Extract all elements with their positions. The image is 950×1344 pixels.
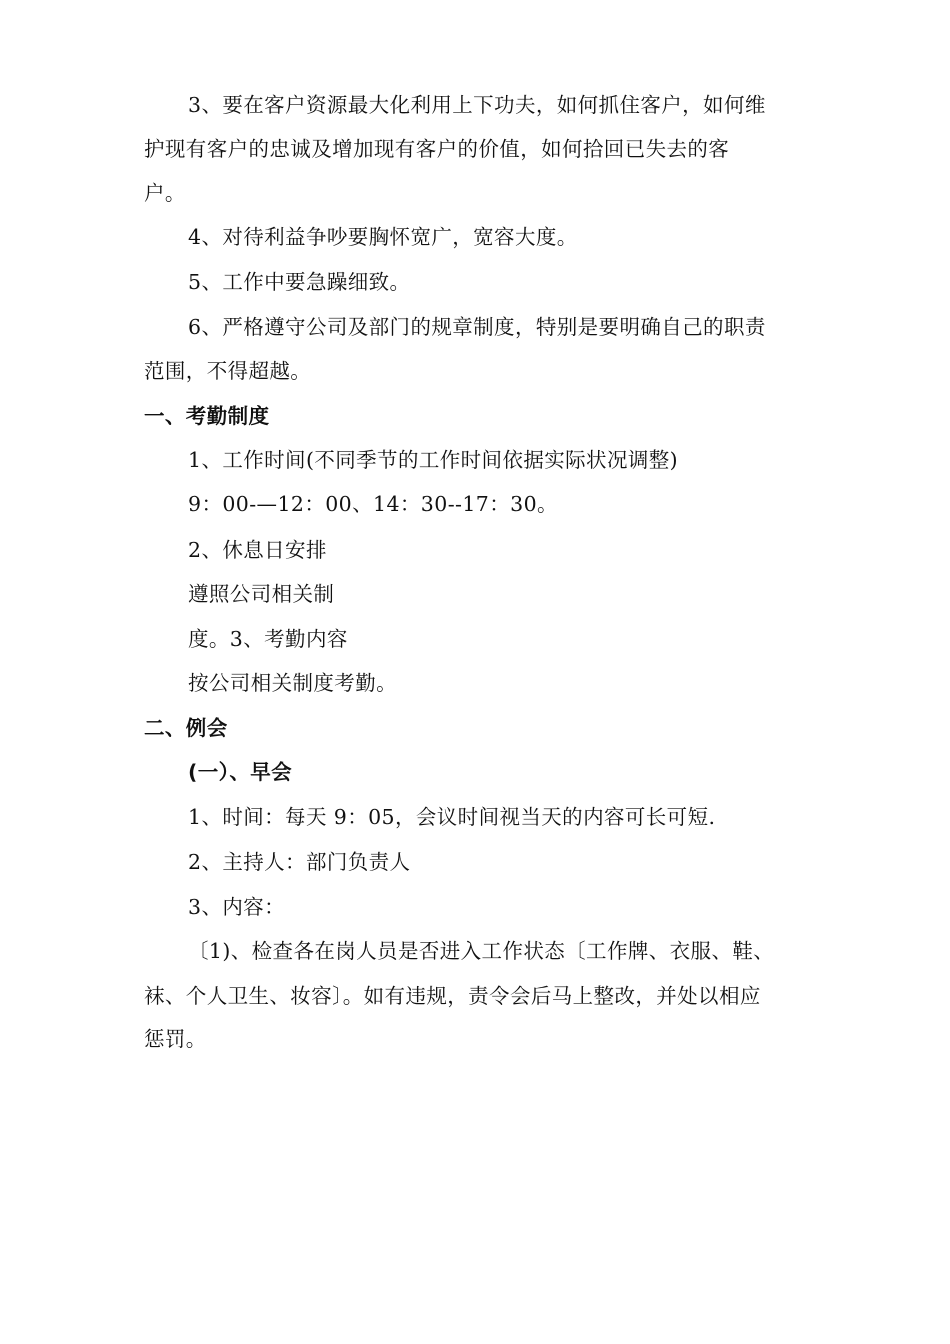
meeting-host: 2、主持人：部门负责人 xyxy=(188,850,411,874)
paragraph-3-line-2: 护现有客户的忠诚及增加现有客户的价值，如何拾回已失去的客 xyxy=(144,137,730,161)
paragraph-5: 5、工作中要急躁细致。 xyxy=(188,270,411,294)
subheading-morning-meeting: (一）、早会 xyxy=(188,760,293,784)
meeting-content-line-2: 袜、个人卫生、妆容〕。如有违规，责令会后马上整改，并处以相应 xyxy=(144,984,761,1008)
meeting-content-label: 3、内容： xyxy=(188,895,286,919)
meeting-content-line-3: 惩罚。 xyxy=(144,1027,207,1051)
rest-day-text: 遵照公司相关制 xyxy=(188,582,335,606)
paragraph-6-line-2: 范围，不得超越。 xyxy=(144,359,312,383)
section-heading-attendance: 一、考勤制度 xyxy=(144,404,270,428)
attendance-content-label: 度。3、考勤内容 xyxy=(188,627,348,651)
rest-day-label: 2、休息日安排 xyxy=(188,538,327,562)
paragraph-3-line-1: 3、要在客户资源最大化利用上下功夫，如何抓住客户，如何维 xyxy=(188,93,766,117)
work-hours-value: 9：00-—12：00、14：30--17：30。 xyxy=(188,492,558,516)
meeting-time: 1、时间：每天 9：05，会议时间视当天的内容可长可短. xyxy=(188,805,716,829)
meeting-content-line-1: 〔1)、检查各在岗人员是否进入工作状态〔工作牌、衣服、鞋、 xyxy=(188,939,775,963)
attendance-content-text: 按公司相关制度考勤。 xyxy=(188,671,397,695)
work-hours-label: 1、工作时间(不同季节的工作时间依据实际状况调整) xyxy=(188,448,679,472)
paragraph-4: 4、对待利益争吵要胸怀宽广，宽容大度。 xyxy=(188,225,578,249)
paragraph-3-line-3: 户。 xyxy=(144,181,186,205)
paragraph-6-line-1: 6、严格遵守公司及部门的规章制度，特别是要明确自己的职责 xyxy=(188,315,766,339)
section-heading-meetings: 二、例会 xyxy=(144,716,228,740)
